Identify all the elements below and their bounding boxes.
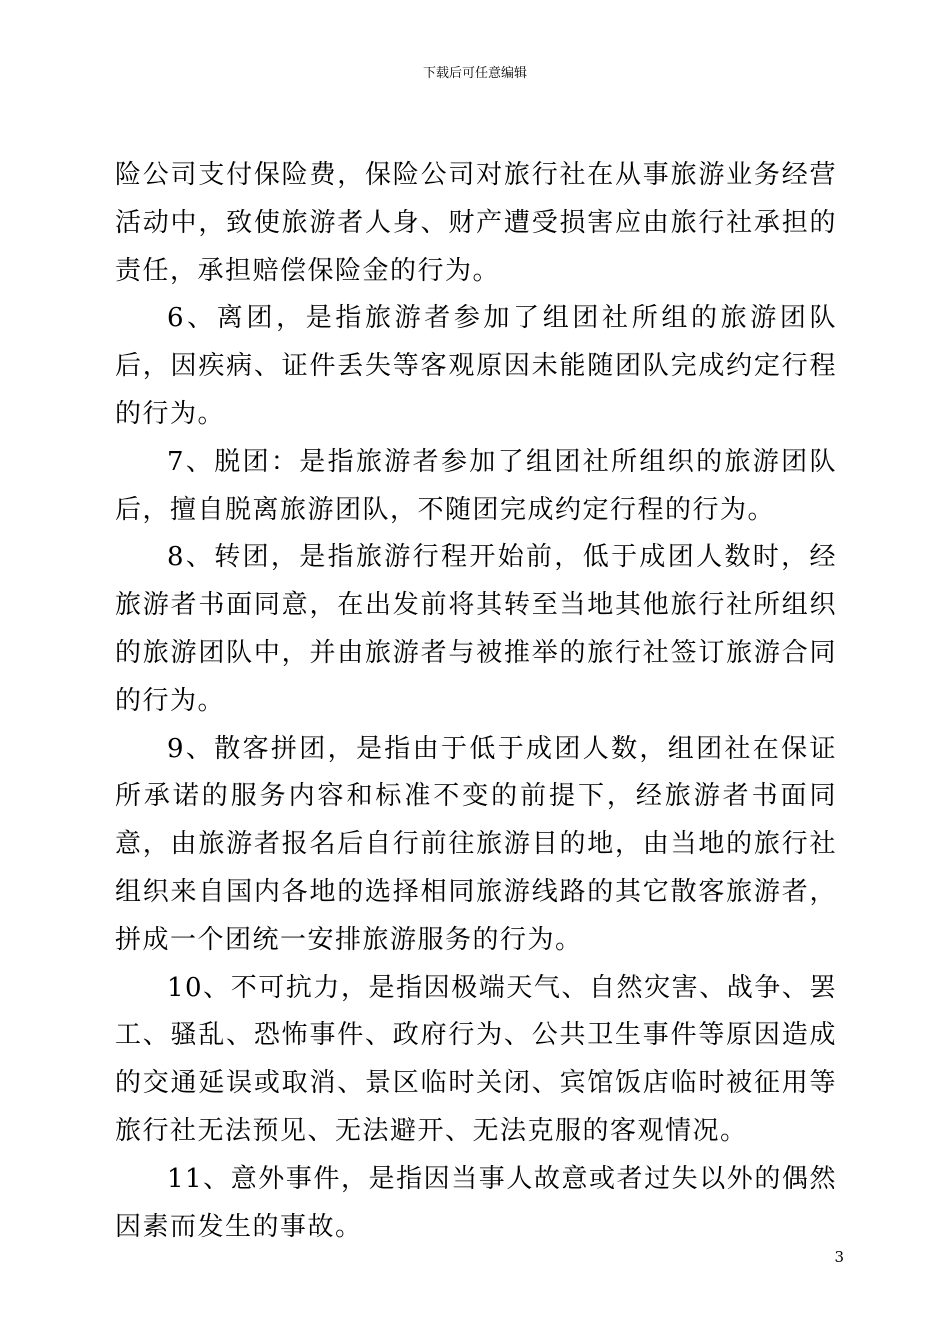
paragraph-item-8: 8、转团，是指旅游行程开始前，低于成团人数时，经旅游者书面同意，在出发前将其转至当地其他旅行社所组织的旅游团队中，并由旅游者与被推举的旅行社签订旅游合同的行为。 bbox=[115, 542, 837, 716]
paragraph-item-10: 10、不可抗力，是指因极端天气、自然灾害、战争、罢工、骚乱、恐怖事件、政府行为、公共卫生事件等原因造成的交通延误或取消、景区临时关闭、宾馆饭店临时被征用等旅行社无法预见、无法避开、无法克服的客观情况。 bbox=[115, 972, 837, 1146]
paragraph-item-9: 9、散客拼团，是指由于低于成团人数，组团社在保证所承诺的服务内容和标准不变的前提下，经旅游者书面同意，由旅游者报名后自行前往旅游目的地，由当地的旅行社组织来自国内各地的选择相同旅游线路的其它散客旅游者，拼成一个团统一安排旅游服务的行为。 bbox=[115, 733, 837, 955]
paragraph-item-6: 6、离团，是指旅游者参加了组团社所组的旅游团队后，因疾病、证件丢失等客观原因未能随团队完成约定行程的行为。 bbox=[115, 303, 837, 429]
paragraph-item-11: 11、意外事件，是指因当事人故意或者过失以外的偶然因素而发生的事故。 bbox=[115, 1163, 837, 1242]
paragraph-item-7: 7、脱团：是指旅游者参加了组团社所组织的旅游团队后，擅自脱离旅游团队，不随团完成约定行程的行为。 bbox=[115, 446, 837, 525]
document-body bbox=[115, 152, 837, 1251]
page-header: 下载后可任意编辑 bbox=[422, 66, 527, 81]
page-number: 3 bbox=[834, 1248, 844, 1266]
paragraph-continuation: 险公司支付保险费，保险公司对旅行社在从事旅游业务经营活动中，致使旅游者人身、财产遭受损害应由旅行社承担的责任，承担赔偿保险金的行为。 bbox=[115, 160, 837, 286]
